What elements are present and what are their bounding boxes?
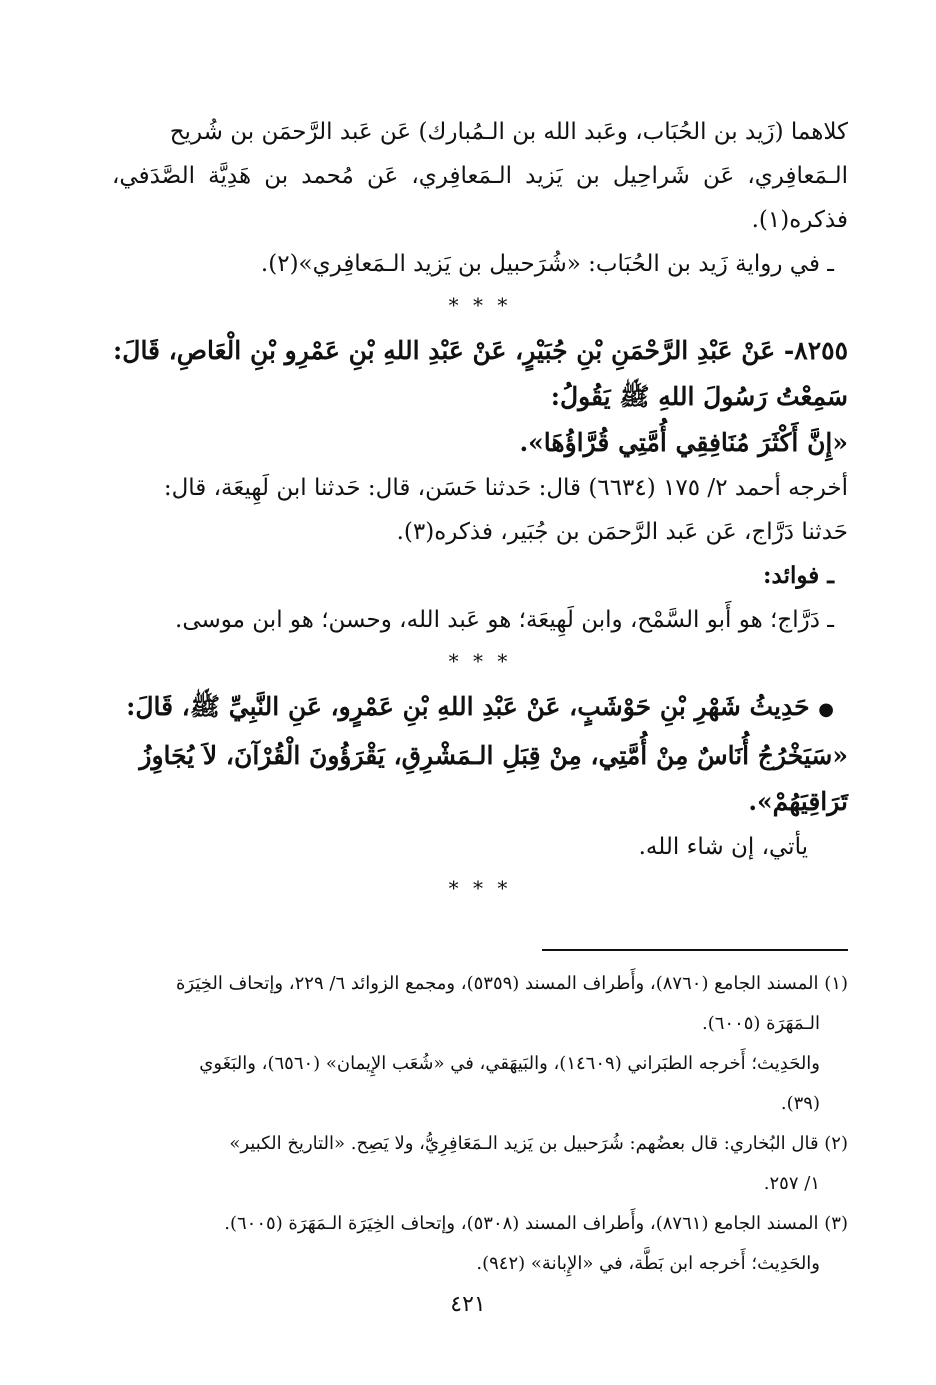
section-separator: * * * xyxy=(448,293,512,317)
hadith-line: «إِنَّ أَكْثَرَ مُنَافِقِي أُمَّتِي قُرَّاؤُهَا». xyxy=(519,428,848,457)
footnote-line: (٣) المسند الجامع (٨٧٦١)، وأَطراف المسند (٥٣٠٨)، وإتحاف الخِيَرَة الـمَهَرَة (٦٠٠٥). xyxy=(224,1213,848,1234)
footnote-line: (٣٩). xyxy=(780,1093,820,1114)
hadith-line: سَمِعْتُ رَسُولَ اللهِ ﷺ يَقُولُ: xyxy=(550,382,848,411)
text-line: يأتي، إن شاء الله. xyxy=(638,834,808,860)
footnotes xyxy=(112,966,848,1286)
hadith-line: تَرَاقِيَهُمْ». xyxy=(748,787,848,816)
text-line: الـمَعافِري، عَن شَراحِيل بن يَزيد الـمَعافِري، عَن مُحمد بن هَدِيَّة الصَّدَفي، فذكره(١). xyxy=(112,163,848,233)
hadith-line: ٨٢٥٥- عَنْ عَبْدِ الرَّحْمَنِ بْنِ جُبَيْرٍ، عَنْ عَبْدِ اللهِ بْنِ عَمْرِو بْنِ الْعَاصِ، قَالَ: xyxy=(113,336,848,365)
section-separator: * * * xyxy=(448,649,512,673)
fawaid-heading: ـ فوائد: xyxy=(763,562,834,589)
text-line: أخرجه أحمد ٢/ ١٧٥ (٦٦٣٤) قال: حَدثنا حَسَن، قال: حَدثنا ابن لَهِيعَة، قال: xyxy=(163,475,848,501)
hadith-text: حَدِيثُ شَهْرِ بْنِ حَوْشَبٍ، عَنْ عَبْدِ اللهِ بْنِ عَمْرٍو، عَنِ النَّبِيِّ ﷺ، قَالَ: xyxy=(126,692,810,721)
hadith-line: «سَيَخْرُجُ أُنَاسٌ مِنْ أُمَّتِي، مِنْ قِبَلِ الـمَشْرِقِ، يَقْرَؤُونَ الْقُرْآنَ، لاَ يُجَاوِزُ xyxy=(139,741,848,770)
section-separator: * * * xyxy=(448,876,512,900)
text-line: ـ في رواية زَيد بن الحُبَاب: «شُرَحبيل بن يَزيد الـمَعافِري»(٢). xyxy=(260,251,834,277)
footnote-line: الـمَهَرَة (٦٠٠٥). xyxy=(702,1013,820,1034)
bullet-icon: ● xyxy=(818,699,834,720)
main-text xyxy=(112,110,848,911)
hadith-line xyxy=(112,684,848,733)
footnote-line: والحَدِيث؛ أَخرجه ابن بَطَّة، في «الإِبانة» (٩٤٢). xyxy=(476,1253,820,1274)
page-number: ٤٢١ xyxy=(450,1292,486,1317)
text-line: حَدثنا دَرَّاج، عَن عَبد الرَّحمَن بن جُبَير، فذكره(٣). xyxy=(396,519,848,545)
footnote-line: (٢) قال البُخاري: قال بعضُهم: شُرَحبيل بن يَزيد الـمَعَافِرِيُّ، ولا يَصِح. «التاريخ الكبير» xyxy=(229,1133,848,1154)
footnote-line: ١/ ٢٥٧. xyxy=(763,1173,820,1194)
text-line: كلاهما (زَيد بن الحُبَاب، وعَبد الله بن الـمُبارك) عَن عَبد الرَّحمَن بن شُريح xyxy=(169,119,848,145)
footnote-divider xyxy=(542,949,848,951)
footnote-line: والحَدِيث؛ أَخرجه الطبَراني (١٤٦٠٩)، والبَيهَقي، في «شُعَب الإِيمان» (٦٥٦٠)، والبَغَوي xyxy=(199,1053,820,1074)
footnote-line: (١) المسند الجامع (٨٧٦٠)، وأَطراف المسند (٥٣٥٩)، ومجمع الزوائد ٦/ ٢٢٩، وإتحاف الخِيَرَة xyxy=(176,973,848,994)
fawaid-text: ـ دَرَّاج؛ هو أَبو السَّمْح، وابن لَهِيعَة؛ هو عَبد الله، وحسن؛ هو ابن موسى. xyxy=(175,607,834,633)
